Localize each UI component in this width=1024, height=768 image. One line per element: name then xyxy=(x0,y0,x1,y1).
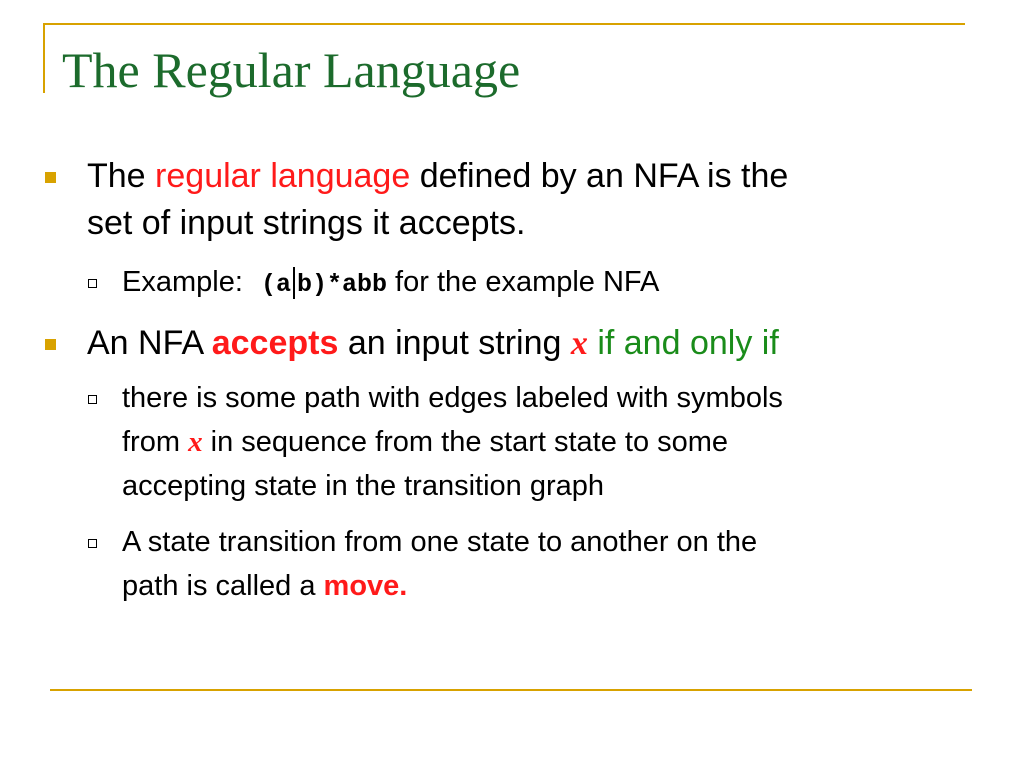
sub-bullet-path-line-3: accepting state in the transition graph xyxy=(122,470,605,502)
bullet-1-rest: defined by an NFA is the xyxy=(419,157,789,195)
sub-bullet-path-line-1: there is some path with edges labeled with symbols xyxy=(122,382,783,414)
regex-left: (a xyxy=(260,270,291,299)
bullet-2-middle: an input string xyxy=(347,324,562,362)
from-prefix: from xyxy=(122,426,180,458)
bullet-2-prefix: An NFA xyxy=(87,324,203,362)
sub-bullet-move-line-2 xyxy=(122,564,407,608)
top-rule xyxy=(43,23,965,25)
slide-title: The Regular Language xyxy=(62,42,521,98)
hollow-square-bullet-icon xyxy=(88,395,97,404)
hollow-square-bullet-icon xyxy=(88,279,97,288)
sub-bullet-path-line-2 xyxy=(122,420,728,464)
variable-x: x xyxy=(188,426,203,458)
bullet-1-prefix: The xyxy=(87,157,146,195)
regular-language-highlight: regular language xyxy=(155,157,411,195)
move-highlight: move. xyxy=(323,570,408,602)
variable-x: x xyxy=(570,325,588,362)
sub-bullet-example xyxy=(122,260,659,307)
sub-bullet-move-line-1: A state transition from one state to another on the xyxy=(122,526,758,558)
regex-right: b)*abb xyxy=(296,270,387,299)
path-line-2-rest: in sequence from the start state to some xyxy=(210,426,729,458)
move-prefix: path is called a xyxy=(122,570,316,602)
bottom-rule xyxy=(50,689,972,691)
hollow-square-bullet-icon xyxy=(88,539,97,548)
example-label: Example: xyxy=(122,266,243,298)
left-rule xyxy=(43,23,45,93)
square-bullet-icon xyxy=(45,339,56,350)
bullet-1-line-2: set of input strings it accepts. xyxy=(87,204,526,242)
regex-alternation-bar xyxy=(293,267,295,299)
if-and-only-if: if and only if xyxy=(597,324,779,362)
accepts-highlight: accepts xyxy=(211,324,339,362)
example-suffix: for the example NFA xyxy=(395,266,660,298)
square-bullet-icon xyxy=(45,172,56,183)
bullet-2 xyxy=(87,320,779,367)
bullet-1-line-1 xyxy=(87,153,788,199)
